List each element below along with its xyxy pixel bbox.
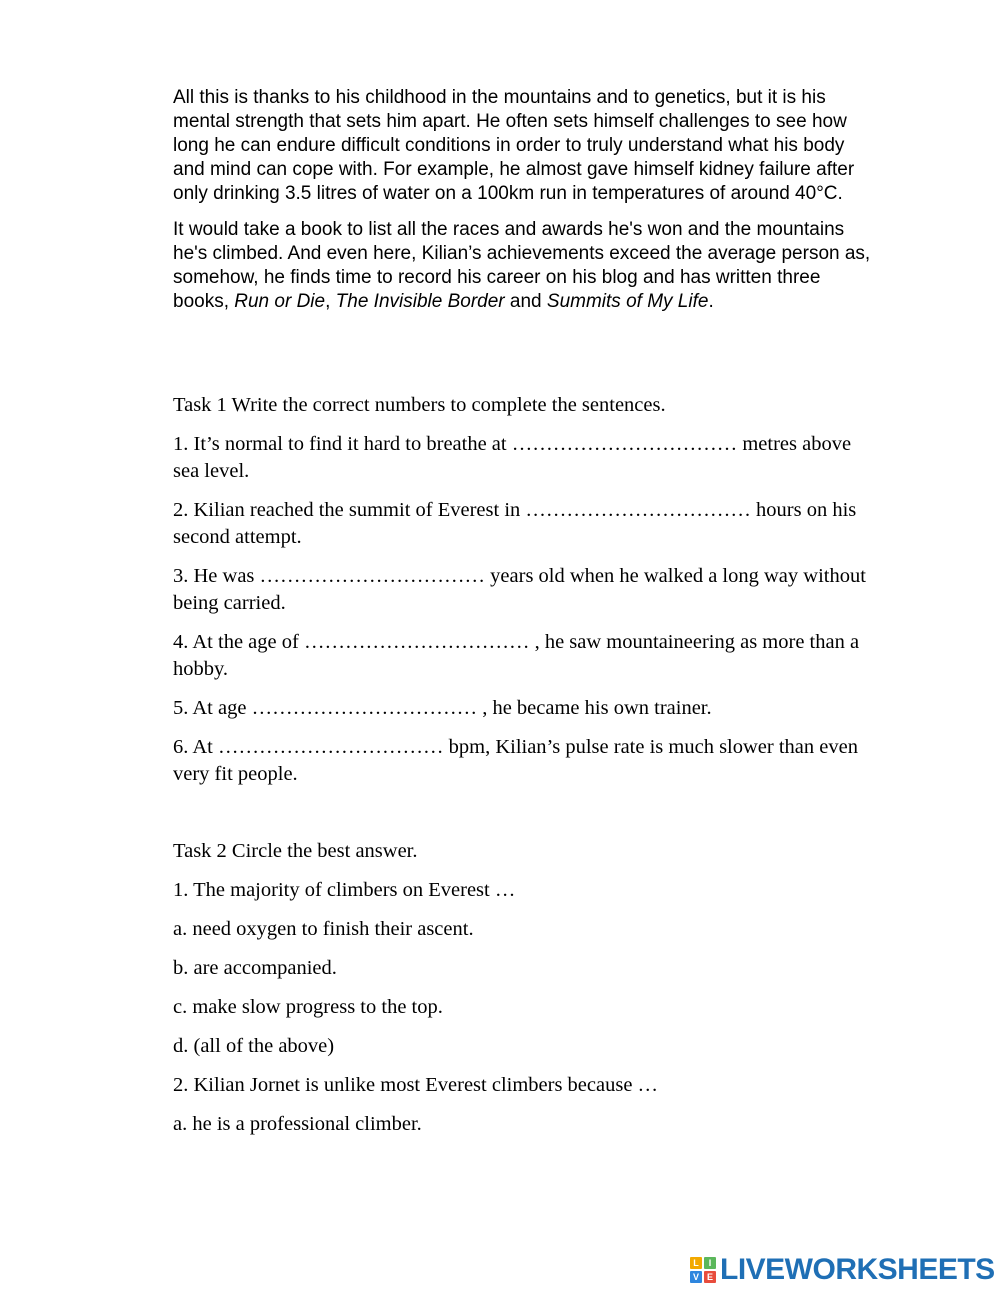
logo-icon-tile-v: V	[690, 1271, 702, 1283]
logo-icon-tile-e: E	[704, 1271, 716, 1283]
task2-heading: Task 2 Circle the best answer.	[173, 840, 418, 862]
book-title-summits-of-my-life: Summits of My Life	[546, 291, 709, 312]
task1-item-1-before: 1. It’s normal to find it hard to breathe at	[173, 433, 512, 455]
task1-item-3	[173, 563, 873, 617]
passage-paragraph-2-text: It would take a book to list all the races and awards he's won and the mountains he's climbed. And even here, Kilian’s achievements exceed the average person as, somehow, he finds time to record his career on his blog and has written three books,	[173, 219, 871, 312]
book-title-invisible-border: The Invisible Border	[335, 291, 505, 312]
task1-item-2-after: hours on his second attempt.	[173, 499, 857, 548]
task1-item-1-after: metres above sea level.	[173, 433, 852, 482]
book-title-run-or-die: Run or Die	[234, 291, 326, 312]
task1-item-1	[173, 431, 873, 485]
task1-item-5	[173, 695, 873, 722]
task2-q1-option-b[interactable]: b. are accompanied.	[173, 957, 337, 979]
separator-comma: ,	[325, 291, 336, 312]
task1-answer-blank-4[interactable]: ……………………………	[303, 631, 530, 653]
task1-item-6	[173, 734, 873, 788]
liveworksheets-logo	[690, 1254, 995, 1286]
liveworksheets-logo-icon	[690, 1257, 716, 1283]
task2-q1-option-a[interactable]: a. need oxygen to finish their ascent.	[173, 918, 474, 940]
task2-q1-option-d[interactable]: d. (all of the above)	[173, 1035, 335, 1057]
task1-answer-blank-3[interactable]: ……………………………	[259, 565, 486, 587]
passage-paragraph-1: All this is thanks to his childhood in the mountains and to genetics, but it is his mental strength that sets him apart. He often sets himself challenges to see how long he can endure difficult conditions in order to truly understand what his body and mind can cope with. For example, he almost gave himself kidney failure after only drinking 3.5 litres of water on a 100km run in temperatures of around 40°C.	[173, 87, 855, 204]
task2-question-1: 1. The majority of climbers on Everest …	[173, 879, 516, 901]
task1-item-3-after: years old when he walked a long way without being carried.	[173, 565, 866, 614]
task1-answer-blank-2[interactable]: ……………………………	[525, 499, 751, 521]
task1-item-3-before: 3. He was	[173, 565, 260, 587]
task1-item-5-after: , he became his own trainer.	[477, 697, 712, 719]
task1-answer-blank-1[interactable]: ……………………………	[511, 433, 738, 455]
liveworksheets-logo-text: LIVEWORKSHEETS	[720, 1253, 995, 1286]
logo-icon-tile-l: L	[690, 1257, 702, 1269]
task1-heading: Task 1 Write the correct numbers to complete the sentences.	[173, 394, 666, 416]
paragraph-end: .	[708, 291, 714, 312]
task1-answer-blank-6[interactable]: ……………………………	[218, 736, 444, 758]
task2-q1-option-c[interactable]: c. make slow progress to the top.	[173, 996, 443, 1018]
task1-item-2-before: 2. Kilian reached the summit of Everest in	[173, 499, 526, 521]
task1-answer-blank-5[interactable]: ……………………………	[251, 697, 478, 719]
task2-q2-option-a[interactable]: a. he is a professional climber.	[173, 1113, 422, 1135]
task1-item-5-before: 5. At age	[173, 697, 252, 719]
task1-item-6-after: bpm, Kilian’s pulse rate is much slower than even very fit people.	[173, 736, 858, 785]
passage-paragraph-2	[173, 218, 873, 314]
task1-item-6-before: 6. At	[173, 736, 218, 758]
task1-item-4	[173, 629, 873, 683]
worksheet-page	[173, 86, 873, 1138]
task1-item-4-after: , he saw mountaineering as more than a hobby.	[173, 631, 860, 680]
task2-question-2: 2. Kilian Jornet is unlike most Everest climbers because …	[173, 1074, 659, 1096]
separator-and: and	[504, 291, 547, 312]
task1-item-4-before: 4. At the age of	[173, 631, 304, 653]
logo-icon-tile-i: I	[704, 1257, 716, 1269]
task1-item-2	[173, 497, 873, 551]
